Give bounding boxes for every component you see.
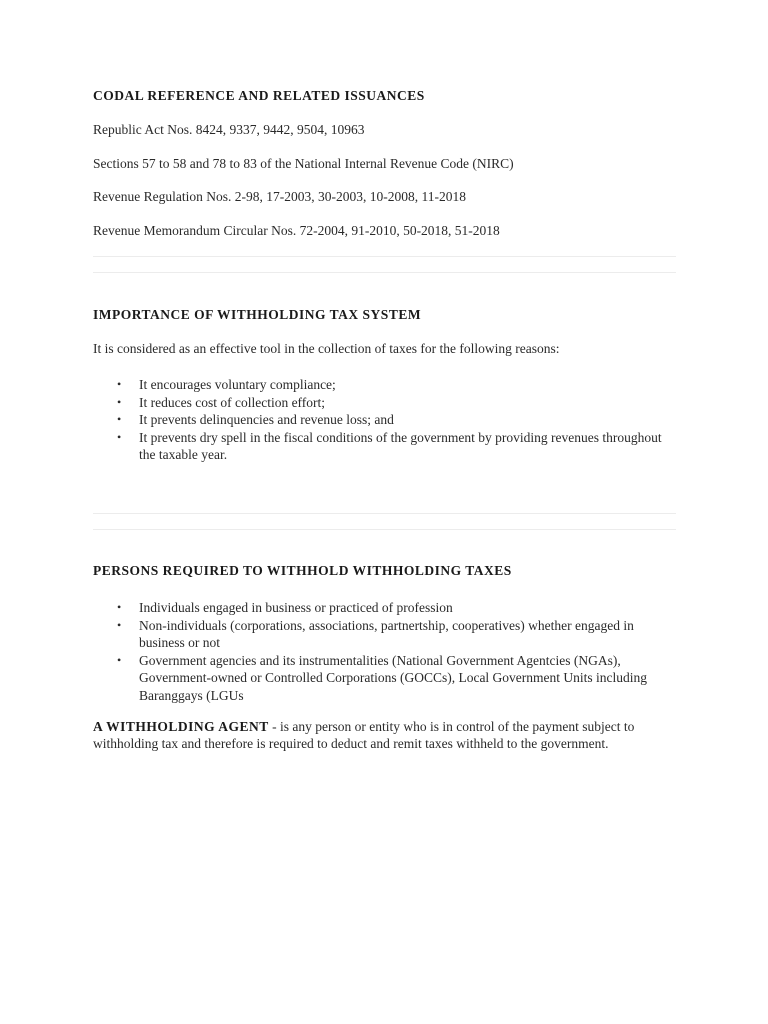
section-divider bbox=[93, 272, 676, 273]
codal-line-nirc-sections: Sections 57 to 58 and 78 to 83 of the National Internal Revenue Code (NIRC) bbox=[93, 156, 514, 171]
withholding-agent-term: A WITHHOLDING AGENT bbox=[93, 719, 269, 734]
codal-heading: CODAL REFERENCE AND RELATED ISSUANCES bbox=[93, 88, 425, 103]
list-item: • Government agencies and its instrumentalities (National Government Agentcies (NGAs), Government-owned or Controlled Corporations (GOCCs), Local Government Units including Baranggays (LGUs bbox=[117, 652, 648, 703]
codal-line-revenue-regulation: Revenue Regulation Nos. 2-98, 17-2003, 30-2003, 10-2008, 11-2018 bbox=[93, 189, 466, 204]
withholding-agent-text: - is any person or entity who is in control of the payment subject to withholding tax and therefore is required to deduct and remit taxes withheld to the government. bbox=[93, 719, 635, 751]
importance-list bbox=[93, 376, 676, 464]
list-item: • It encourages voluntary compliance; bbox=[117, 377, 336, 392]
section-divider bbox=[93, 256, 676, 257]
bullet-icon: • bbox=[117, 617, 122, 632]
codal-line-revenue-memorandum: Revenue Memorandum Circular Nos. 72-2004, 91-2010, 50-2018, 51-2018 bbox=[93, 223, 500, 238]
bullet-icon: • bbox=[117, 429, 122, 444]
list-item: • Non-individuals (corporations, associations, partnertship, cooperatives) whether engaged in business or not bbox=[117, 617, 634, 650]
importance-heading: IMPORTANCE OF WITHHOLDING TAX SYSTEM bbox=[93, 307, 422, 322]
importance-intro: It is considered as an effective tool in the collection of taxes for the following reasons: bbox=[93, 341, 560, 356]
list-item: • It reduces cost of collection effort; bbox=[117, 394, 326, 410]
section-divider bbox=[93, 529, 676, 530]
persons-heading: PERSONS REQUIRED TO WITHHOLD WITHHOLDING TAXES bbox=[93, 563, 512, 578]
bullet-icon: • bbox=[117, 600, 122, 614]
bullet-icon: • bbox=[117, 394, 122, 409]
withholding-agent-definition bbox=[93, 718, 676, 752]
list-item: • It prevents dry spell in the fiscal conditions of the government by providing revenues throughout the taxable year. bbox=[117, 429, 662, 462]
bullet-icon: • bbox=[117, 377, 122, 391]
list-item: • It prevents delinquencies and revenue loss; and bbox=[117, 412, 394, 427]
codal-line-republic-act: Republic Act Nos. 8424, 9337, 9442, 9504, 10963 bbox=[93, 122, 365, 137]
bullet-icon: • bbox=[117, 412, 122, 426]
section-divider bbox=[93, 513, 676, 514]
persons-list bbox=[93, 599, 676, 704]
bullet-icon: • bbox=[117, 652, 122, 667]
list-item: • Individuals engaged in business or practiced of profession bbox=[117, 600, 453, 615]
